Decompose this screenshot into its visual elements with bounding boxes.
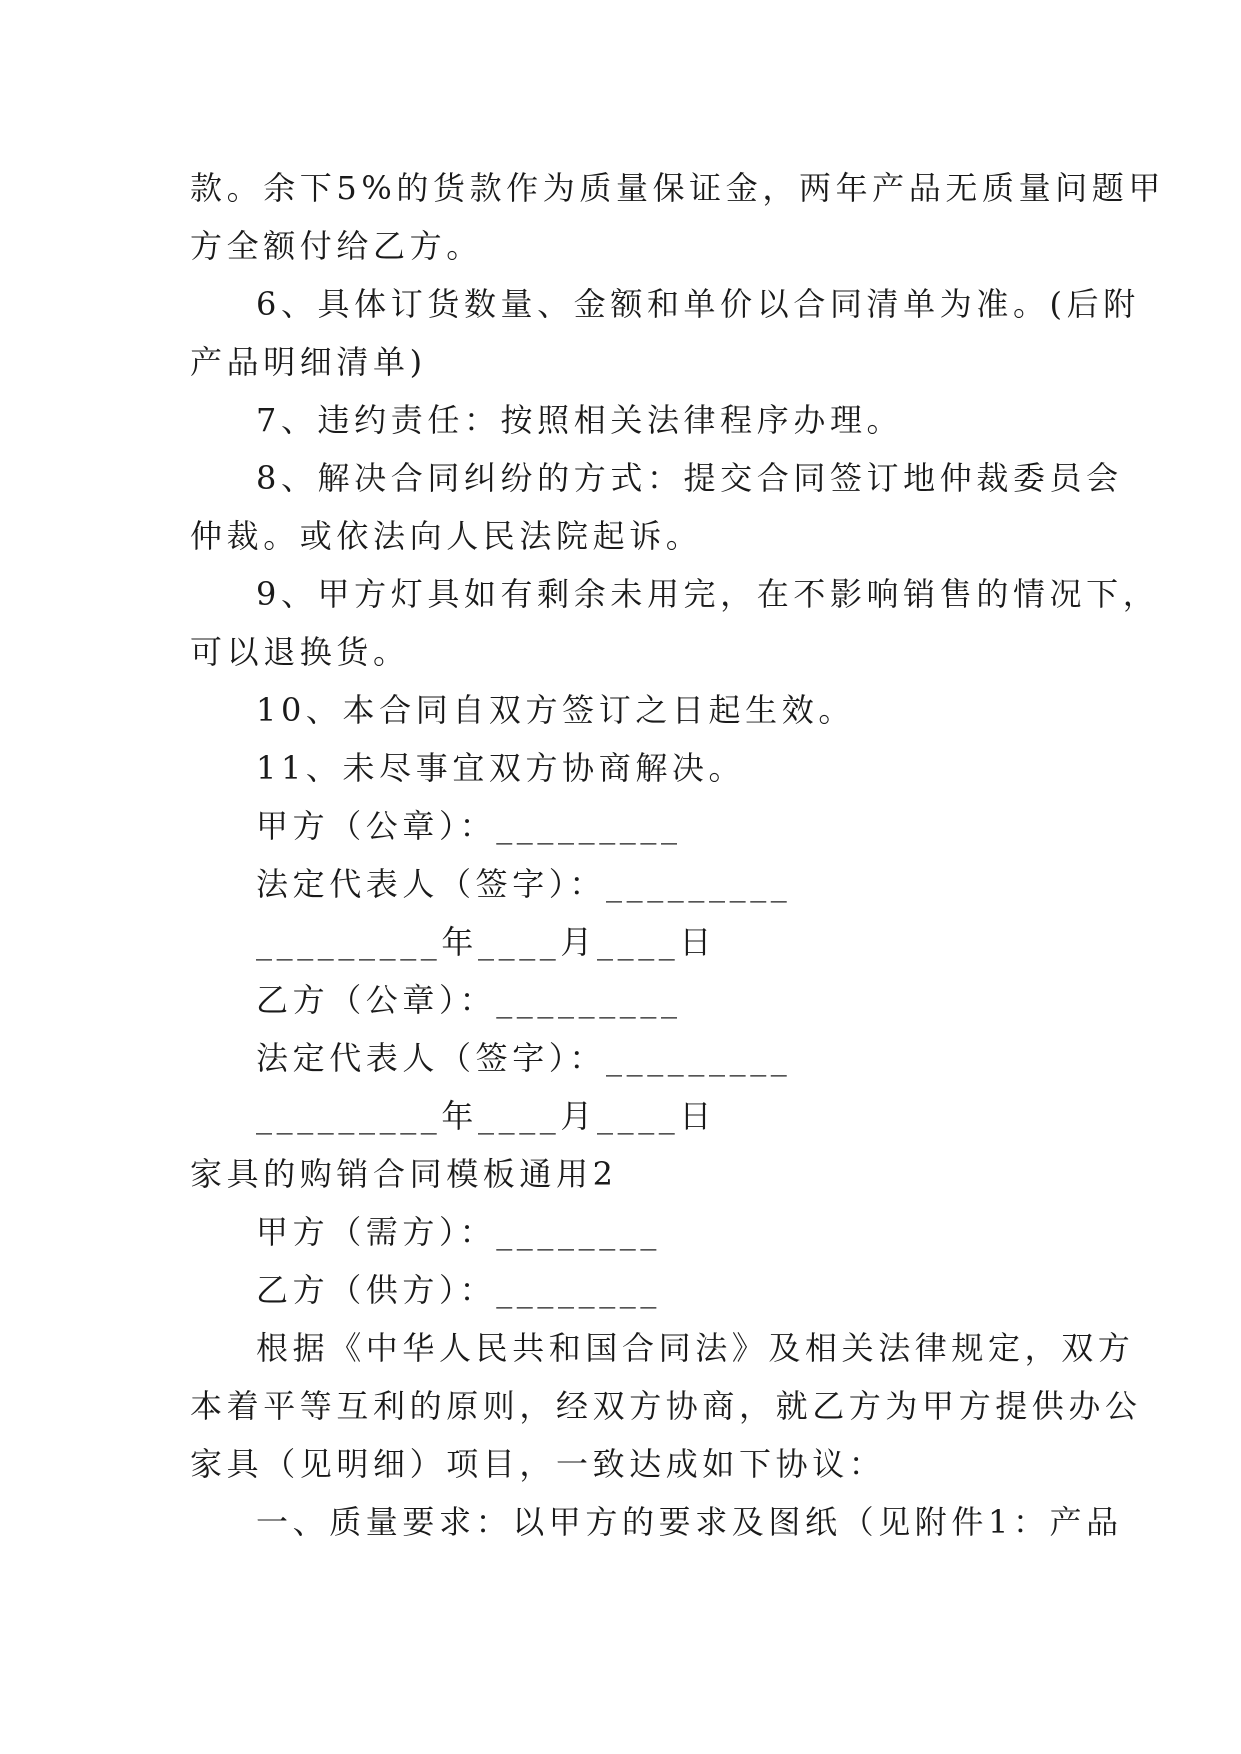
paragraph-line: 可以退换货。 [190,633,410,671]
paragraph-line: 家具（见明细）项目，一致达成如下协议： [190,1445,886,1483]
paragraph-line: 7、违约责任：按照相关法律程序办理。 [256,401,904,439]
paragraph-line: 6、具体订货数量、金额和单价以合同清单为准。(后附 [256,285,1140,323]
paragraph-line: 一、质量要求：以甲方的要求及图纸（见附件1：产品 [256,1503,1123,1541]
paragraph-line: 11、未尽事宜双方协商解决。 [256,749,746,787]
signature-party-a-seal: 甲方（公章）：_________ [256,807,682,845]
signature-party-a-date: _________年____月____日 [256,923,716,961]
paragraph-line: 根据《中华人民共和国合同法》及相关法律规定，双方 [256,1329,1135,1367]
paragraph-line: 产品明细清单) [190,343,427,381]
paragraph-line: 8、解决合同纠纷的方式：提交合同签订地仲裁委员会 [256,459,1123,497]
paragraph-line: 仲裁。或依法向人民法院起诉。 [190,517,703,555]
paragraph-line: 款。余下5%的货款作为质量保证金，两年产品无质量问题甲 [190,169,1165,207]
party-a-line: 甲方（需方）：________ [256,1213,662,1251]
party-b-line: 乙方（供方）：________ [256,1271,662,1309]
signature-party-a-representative: 法定代表人（签字）：_________ [256,865,792,903]
section-title: 家具的购销合同模板通用2 [190,1155,618,1193]
signature-party-b-seal: 乙方（公章）：_________ [256,981,682,1019]
paragraph-line: 方全额付给乙方。 [190,227,483,265]
paragraph-line: 10、本合同自双方签订之日起生效。 [256,691,855,729]
paragraph-line: 本着平等互利的原则，经双方协商，就乙方为甲方提供办公 [190,1387,1142,1425]
signature-party-b-representative: 法定代表人（签字）：_________ [256,1039,792,1077]
paragraph-line: 9、甲方灯具如有剩余未用完，在不影响销售的情况下， [256,575,1160,613]
signature-party-b-date: _________年____月____日 [256,1097,716,1135]
